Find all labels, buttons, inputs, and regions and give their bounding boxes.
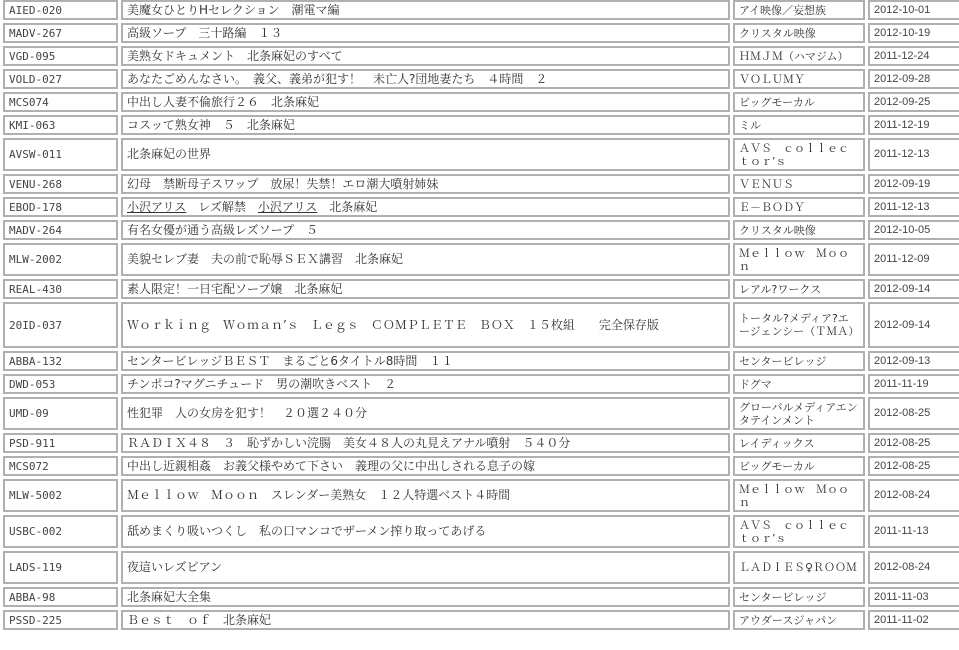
release-date: 2011-11-13 — [868, 515, 959, 548]
product-code: PSSD-225 — [3, 610, 118, 630]
product-code: MADV-267 — [3, 23, 118, 43]
table-row — [3, 115, 959, 135]
maker-name: ＡＶＳ ｃｏｌｌｅｃｔｏｒ’ｓ — [733, 138, 865, 171]
product-title — [121, 197, 730, 217]
maker-name: センタービレッジ — [733, 351, 865, 371]
product-title-link[interactable]: 美魔女ひとりHセレクション 潮電マ編 — [121, 0, 730, 20]
table-row — [3, 174, 959, 194]
title-text: 北条麻妃 — [317, 199, 378, 214]
catalog-body — [3, 0, 959, 630]
table-row — [3, 374, 959, 394]
maker-name: アウダースジャパン — [733, 610, 865, 630]
table-row — [3, 351, 959, 371]
release-date: 2012-08-25 — [868, 456, 959, 476]
release-date: 2012-08-25 — [868, 433, 959, 453]
table-row — [3, 397, 959, 430]
product-title-link[interactable]: 北条麻妃大全集 — [121, 587, 730, 607]
product-code: ABBA-132 — [3, 351, 118, 371]
maker-name: レイディックス — [733, 433, 865, 453]
product-title-link[interactable]: 美熟女ドキュメント 北条麻妃のすべて — [121, 46, 730, 66]
release-date: 2012-08-25 — [868, 397, 959, 430]
product-title-link[interactable]: 素人限定！一日宅配ソープ嬢 北条麻妃 — [121, 279, 730, 299]
release-date: 2012-08-24 — [868, 551, 959, 584]
release-date: 2012-09-25 — [868, 92, 959, 112]
maker-name: Ｅ－ＢＯＤＹ — [733, 197, 865, 217]
table-row — [3, 220, 959, 240]
table-row — [3, 302, 959, 348]
product-title-link[interactable]: 高級ソープ 三十路編 １３ — [121, 23, 730, 43]
table-row — [3, 587, 959, 607]
actress-link[interactable]: 小沢アリス — [257, 199, 318, 214]
maker-name: ＨＭＪＭ（ハマジム） — [733, 46, 865, 66]
release-date: 2011-12-13 — [868, 138, 959, 171]
product-title-link[interactable]: チンポコ?マグニチュード 男の潮吹きベスト ２ — [121, 374, 730, 394]
product-code: ABBA-98 — [3, 587, 118, 607]
product-title-link[interactable]: 美貌セレブ妻 夫の前で恥辱ＳＥＸ講習 北条麻妃 — [121, 243, 730, 276]
product-code: MLW-5002 — [3, 479, 118, 512]
release-date: 2012-10-19 — [868, 23, 959, 43]
release-date: 2012-10-05 — [868, 220, 959, 240]
product-title-link[interactable]: 中出し近親相姦 お義父様やめて下さい 義理の父に中出しされる息子の嫁 — [121, 456, 730, 476]
table-row — [3, 279, 959, 299]
maker-name: ビッグモーカル — [733, 456, 865, 476]
product-code: KMI-063 — [3, 115, 118, 135]
product-title-link[interactable]: 性犯罪 人の女房を犯す！ ２０選２４０分 — [121, 397, 730, 430]
maker-name: Ｍｅｌｌｏｗ Ｍｏｏｎ — [733, 243, 865, 276]
product-code: AVSW-011 — [3, 138, 118, 171]
table-row — [3, 197, 959, 217]
product-code: AIED-020 — [3, 0, 118, 20]
table-row — [3, 92, 959, 112]
maker-name: アイ映像／妄想族 — [733, 0, 865, 20]
table-row — [3, 551, 959, 584]
release-date: 2011-11-03 — [868, 587, 959, 607]
table-row — [3, 479, 959, 512]
table-row — [3, 610, 959, 630]
maker-name: ＶＯＬＵＭＹ — [733, 69, 865, 89]
release-date: 2011-11-02 — [868, 610, 959, 630]
maker-name: Ｍｅｌｌｏｗ Ｍｏｏｎ — [733, 479, 865, 512]
product-title-link[interactable]: 中出し人妻不倫旅行２６ 北条麻妃 — [121, 92, 730, 112]
actress-link[interactable]: 小沢アリス — [127, 199, 187, 214]
table-row — [3, 46, 959, 66]
maker-name: ＶＥＮＵＳ — [733, 174, 865, 194]
table-row — [3, 433, 959, 453]
maker-name: センタービレッジ — [733, 587, 865, 607]
maker-name: レアル?ワークス — [733, 279, 865, 299]
table-row — [3, 515, 959, 548]
table-row — [3, 69, 959, 89]
product-title-link[interactable]: 夜這いレズビアン — [121, 551, 730, 584]
product-code: MCS074 — [3, 92, 118, 112]
product-code: MLW-2002 — [3, 243, 118, 276]
product-title-link[interactable]: センタービレッジＢＥＳＴ まるごと6タイトル8時間 １１ — [121, 351, 730, 371]
product-title-link[interactable]: ＲＡＤＩＸ４８ ３ 恥ずかしい浣腸 美女４８人の丸見えアナル噴射 ５４０分 — [121, 433, 730, 453]
product-title-link[interactable]: あなたごめんなさい。 義父、義弟が犯す！ 未亡人?団地妻たち ４時間 ２ — [121, 69, 730, 89]
product-title-link[interactable]: 北条麻妃の世界 — [121, 138, 730, 171]
product-code: VENU-268 — [3, 174, 118, 194]
title-text: レズ解禁 — [186, 199, 258, 214]
product-title-link[interactable]: 舐めまくり吸いつくし 私の口マンコでザーメン搾り取ってあげる — [121, 515, 730, 548]
release-date: 2012-09-13 — [868, 351, 959, 371]
product-title-link[interactable]: Ｗｏｒｋｉｎｇ Ｗｏｍａｎ’ｓ Ｌｅｇｓ ＣＯＭＰＬＥＴＥ ＢＯＸ １５枚組 完全保存版 — [121, 302, 730, 348]
product-title-link[interactable]: 幻母 禁断母子スワップ 放尿！失禁！エロ潮大噴射姉妹 — [121, 174, 730, 194]
maker-name: クリスタル映像 — [733, 23, 865, 43]
maker-name: グローバルメディアエンタテインメント — [733, 397, 865, 430]
maker-name: ビッグモーカル — [733, 92, 865, 112]
release-date: 2011-12-13 — [868, 197, 959, 217]
table-row — [3, 0, 959, 20]
release-date: 2012-09-14 — [868, 302, 959, 348]
release-date: 2011-12-19 — [868, 115, 959, 135]
maker-name: ＬＡＤＩＥＳ♀ＲＯＯＭ — [733, 551, 865, 584]
release-date: 2012-09-19 — [868, 174, 959, 194]
release-date: 2012-09-14 — [868, 279, 959, 299]
product-code: VOLD-027 — [3, 69, 118, 89]
product-code: 20ID-037 — [3, 302, 118, 348]
table-row — [3, 23, 959, 43]
product-code: VGD-095 — [3, 46, 118, 66]
maker-name: ＡＶＳ ｃｏｌｌｅｃｔｏｒ’ｓ — [733, 515, 865, 548]
release-date: 2012-08-24 — [868, 479, 959, 512]
product-title-link[interactable]: コスッて熟女神 ５ 北条麻妃 — [121, 115, 730, 135]
table-row — [3, 138, 959, 171]
product-title-link[interactable]: 有名女優が通う高級レズソープ ５ — [121, 220, 730, 240]
product-title-link[interactable]: Ｂｅｓｔ ｏｆ 北条麻妃 — [121, 610, 730, 630]
maker-name: トータル?メディア?エージェンシー（ＴＭＡ） — [733, 302, 865, 348]
product-code: USBC-002 — [3, 515, 118, 548]
product-code: EBOD-178 — [3, 197, 118, 217]
release-date: 2011-11-19 — [868, 374, 959, 394]
product-code: UMD-09 — [3, 397, 118, 430]
product-code: PSD-911 — [3, 433, 118, 453]
release-date: 2012-09-28 — [868, 69, 959, 89]
product-code: DWD-053 — [3, 374, 118, 394]
release-date: 2011-12-09 — [868, 243, 959, 276]
product-code: LADS-119 — [3, 551, 118, 584]
release-date: 2012-10-01 — [868, 0, 959, 20]
product-title-link[interactable]: Ｍｅｌｌｏｗ Ｍｏｏｎ スレンダー美熟女 １２人特選ベスト４時間 — [121, 479, 730, 512]
maker-name: ドグマ — [733, 374, 865, 394]
product-code: MCS072 — [3, 456, 118, 476]
release-date: 2011-12-24 — [868, 46, 959, 66]
maker-name: クリスタル映像 — [733, 220, 865, 240]
product-code: MADV-264 — [3, 220, 118, 240]
product-code: REAL-430 — [3, 279, 118, 299]
maker-name: ミル — [733, 115, 865, 135]
table-row — [3, 243, 959, 276]
table-row — [3, 456, 959, 476]
